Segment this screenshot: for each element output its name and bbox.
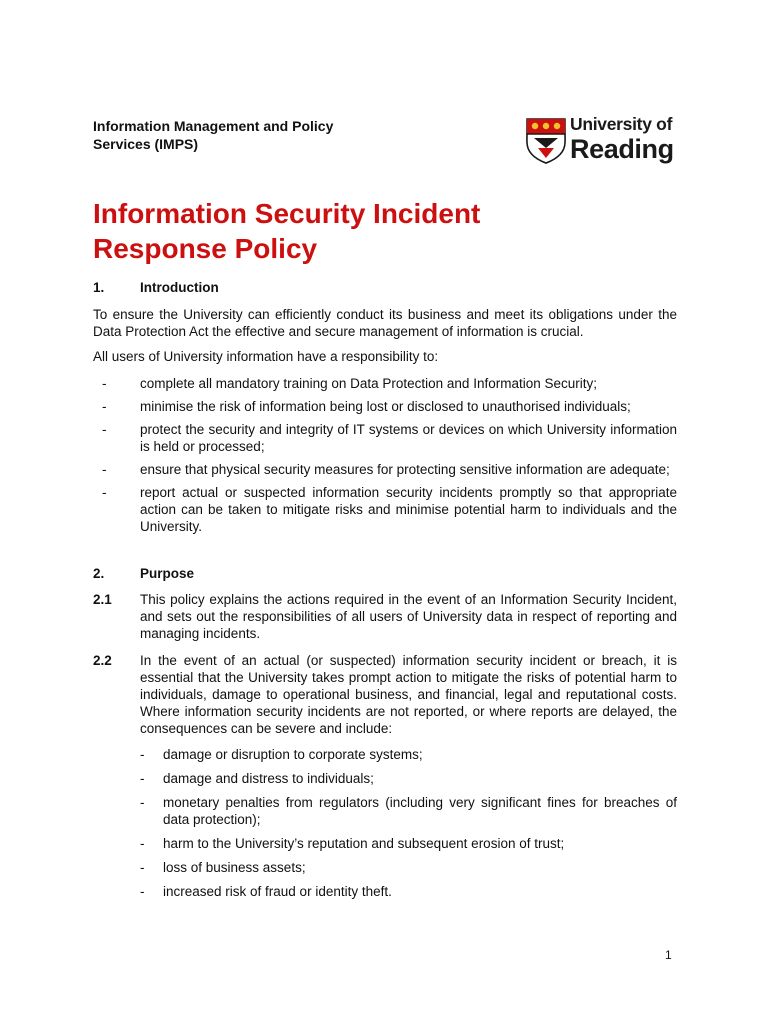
subsection-paragraph: In the event of an actual (or suspected) information security incident or breach, it is essential that the University takes prompt action to mitigate the risks of potential harm to individuals, damage to operational business, and financial, legal and reputational costs. Where information security incidents are not reported, or where reports are delayed, the consequences can be severe and include: (140, 653, 677, 736)
list-item: - protect the security and integrity of IT systems or devices on which University information is held or processed; (102, 422, 677, 454)
list-item: - damage and distress to individuals; (140, 771, 374, 786)
responsibility-list (93, 375, 677, 541)
page-number: 1 (665, 948, 672, 962)
intro-paragraph: To ensure the University can efficiently conduct its business and meet its obligations under the Data Protection Act the effective and secure management of information is crucial. (93, 307, 677, 339)
list-item: - report actual or suspected information security incidents promptly so that appropriate action can be taken to mitigate risks and minimise potential harm to individuals and the University. (102, 485, 677, 534)
intro-responsibility-paragraph: All users of University information have a responsibility to: (93, 349, 439, 364)
list-item: - complete all mandatory training on Data Protection and Information Security; (102, 376, 597, 391)
subsection-number: 2.2 (93, 653, 112, 668)
list-item: - increased risk of fraud or identity theft. (140, 884, 392, 899)
list-item: - damage or disruption to corporate systems; (140, 747, 423, 762)
title-line-2: Response Policy (93, 233, 318, 264)
section-heading: Purpose (140, 566, 195, 581)
page-title (93, 196, 480, 266)
department-line-2: Services (IMPS) (93, 136, 199, 152)
section-heading: Introduction (140, 280, 219, 295)
subsection-paragraph: This policy explains the actions required in the event of an Information Security Incident, and sets out the responsibilities of all users of University data in respect of reporting and managing incidents. (140, 592, 677, 641)
list-item: - loss of business assets; (140, 860, 306, 875)
subsection-number: 2.1 (93, 592, 112, 607)
list-item: - minimise the risk of information being lost or disclosed to unauthorised individuals; (102, 399, 631, 414)
section-number: 1. (93, 280, 105, 295)
list-item: - monetary penalties from regulators (including very significant fines for breaches of data protection); (140, 795, 677, 827)
consequences-list (140, 746, 677, 907)
logo-text-line-1: University of (570, 114, 673, 134)
list-item: - ensure that physical security measures for protecting sensitive information are adequate; (102, 462, 670, 477)
university-logo (526, 114, 678, 166)
department-line-1: Information Management and Policy (93, 118, 334, 134)
department-name (93, 117, 333, 153)
title-line-1: Information Security Incident (93, 198, 481, 229)
list-item: - harm to the University’s reputation and subsequent erosion of trust; (140, 836, 565, 851)
crest-icon (526, 118, 566, 164)
section-number: 2. (93, 566, 105, 581)
logo-text-line-2: Reading (570, 134, 674, 164)
